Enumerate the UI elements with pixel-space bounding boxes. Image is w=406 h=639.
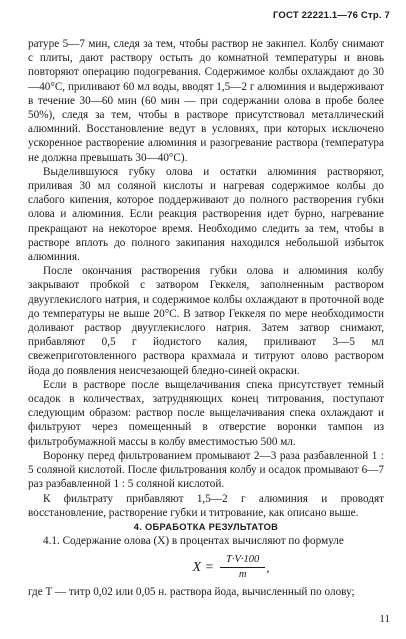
where-label: где bbox=[28, 586, 46, 599]
paragraph-1: ратуре 5—7 мин, следя за тем, чтобы раствор не закипел. Колбу снимают с плиты, дают раствору остыть до комнатной температуры и вновь повторяют операцию подогревания. Содержимое колбы охлаждают до 30—40°С, приливают 60 мл воды, вводят 1,5—2 г алюминия и выдерживают в течение 30—60 мин (60 мин — при содержании олова в пробе более 50%), следя за тем, чтобы в растворе присутствовал металлический алюминий. Восстановление ведут в условиях, при которых исключено ускоренное растворение алюминия и разогревание раствора (температура не должна превышать 30—40°С). bbox=[28, 38, 384, 164]
formula bbox=[78, 554, 384, 581]
formula-numerator: T·V·100 bbox=[220, 554, 265, 568]
paragraph-2: Выделившуюся губку олова и остатки алюминия растворяют, приливая 30 мл соляной кислоты и нагревая содержимое колбы до слабого кипения, которое поддерживают до полного растворения губки олова и алюминия. Если реакция растворения идет бурно, нагревание прекращают на некоторое время. Необходимо следить за тем, чтобы в растворе вплоть до полного закипания находился небольшой избыток алюминия. bbox=[28, 165, 384, 264]
page-number: 11 bbox=[379, 613, 390, 625]
section-title: 4. ОБРАБОТКА РЕЗУЛЬТАТОВ bbox=[133, 521, 279, 532]
page-header: ГОСТ 22221.1—76 Стр. 7 bbox=[272, 10, 390, 21]
formula-trail: , bbox=[266, 559, 270, 575]
formula-intro: 4.1. Содержание олова (X) в процентах вычисляют по формуле bbox=[43, 535, 344, 548]
paragraph-5: Воронку перед фильтрованием промывают 2—3 раза разбавленной 1 : 5 соляной кислотой. После фильтрования колбу и осадок промывают 6—7 раз разбавленной 1 : 5 соляной кислотой. bbox=[28, 449, 384, 491]
body-text bbox=[28, 37, 384, 600]
paragraph-4: Если в растворе после выщелачивания спека присутствует темный осадок в количествах, затрудняющих конец титрования, поступают следующим образом: раствор после выщелачивания спека охлаждают и фильтруют через помещенный в отверстие воронки тампон из фильтробумажной массы в колбу вместимостью 500 мл. bbox=[28, 378, 384, 448]
formula-fraction bbox=[220, 554, 265, 581]
formula-lhs: X = bbox=[192, 559, 214, 575]
paragraph-3: После окончания растворения губки олова и алюминия колбу закрывают пробкой с затвором Геккеля, заполненным раствором двууглекислого натрия, и содержимое колбы охлаждают в проточной воде до температуры не выше 20°С. В затвор Геккеля по мере необходимости доливают раствор двууглекислого натрия. Затем затвор снимают, прибавляют 0,5 г йодистого калия, приливают 3—5 мл свежеприготовленного раствора крахмала и титруют олово раствором йода до появления неисчезающей бледно-синей окраски. bbox=[28, 265, 384, 377]
paragraph-6: К фильтрату прибавляют 1,5—2 г алюминия и проводят восстановление, растворение губки и титрование, как описано выше. bbox=[28, 492, 384, 519]
where-definition: T — титр 0,02 или 0,05 н. раствора йода, вычисленный по олову; bbox=[45, 586, 355, 599]
formula-denominator: m bbox=[238, 569, 247, 581]
formula-where bbox=[28, 585, 384, 599]
